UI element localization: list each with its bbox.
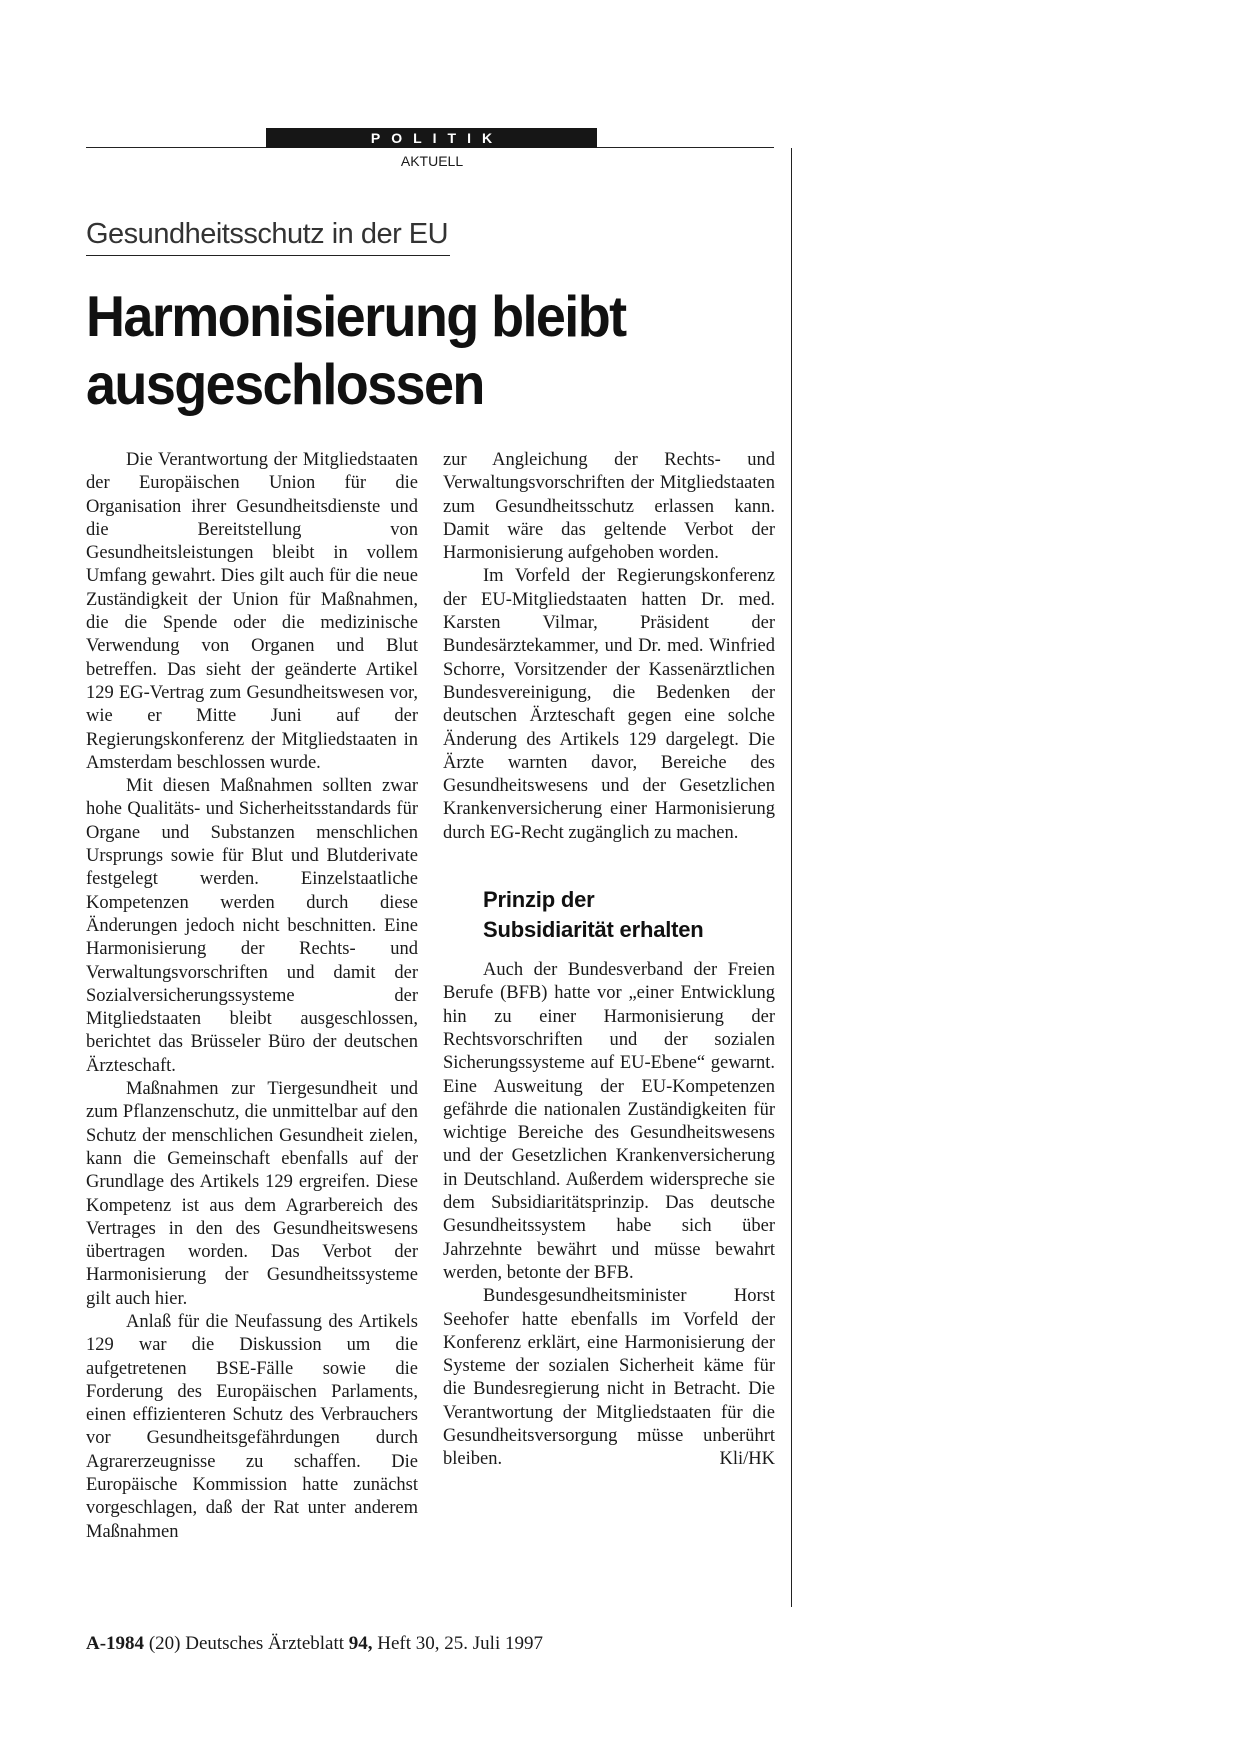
right-column bbox=[443, 449, 775, 1472]
page-footer bbox=[86, 1632, 543, 1656]
column-divider bbox=[791, 148, 792, 1607]
headline-line-2: ausgeschlossen bbox=[86, 352, 484, 417]
paragraph: Mit diesen Maßnahmen sollten zwar hohe Qualitäts- und Sicherheitsstandards für Organe und Substanzen menschlichen Ursprungs sowie für Blut und Blutderivate festgelegt werden. Einzelstaatliche Kompetenzen werden durch diese Änderungen jedoch nicht beschnitten. Eine Harmonisierung der Rechts- und Verwaltungsvorschriften und damit der Sozialversicherungssysteme der Mitgliedstaaten bleibt ausgeschlossen, berichtet das Brüsseler Büro der deutschen Ärzteschaft. bbox=[86, 776, 418, 1076]
journal-name: Deutsches Ärzteblatt bbox=[185, 1633, 345, 1654]
subheading-line-2: Subsidiarität erhalten bbox=[483, 917, 704, 943]
paragraph: Die Verantwortung der Mitgliedstaaten der Europäischen Union für die Organisation ihrer Gesundheitsdienste und die Bereitstellung von Gesundheitsleistungen bleibt in vollem Umfang gewahrt. Dies gilt auch für die neue Zuständigkeit der Union für Maßnahmen, die die Spende oder die medizinische Verwendung von Organen und Blut betreffen. Das sieht der geänderte Artikel 129 EG-Vertrag zum Gesundheitswesen vor, wie er Mitte Juni auf der Regierungskonferenz der Mitgliedstaaten in Amsterdam beschlossen wurde. bbox=[86, 450, 418, 773]
paragraph: zur Angleichung der Rechts- und Verwaltungsvorschriften der Mitgliedstaaten zum Gesundheitsschutz erlassen kann. Damit wäre das geltende Verbot der Harmonisierung aufgehoben worden. bbox=[443, 450, 775, 564]
section-label: POLITIK bbox=[266, 128, 597, 148]
subsection-label: AKTUELL bbox=[400, 153, 464, 169]
paragraph: Im Vorfeld der Regierungskonferenz der EU-Mitgliedstaaten hatten Dr. med. Karsten Vilmar, Präsident der Bundesärztekammer, und Dr. med. Winfried Schorre, Vorsitzender der Kassenärztlichen Bundesvereinigung, die Bedenken der deutschen Ärzteschaft gegen eine solche Änderung des Artikels 129 dargelegt. Die Ärzte warnten davor, Bereiche des Gesundheitswesens und der Gesetzlichen Krankenversicherung einer Harmonisierung durch EG-Recht zugänglich zu machen. bbox=[443, 566, 775, 843]
author-signoff: Kli/HK bbox=[719, 1449, 775, 1470]
page-local: (20) bbox=[148, 1633, 181, 1654]
headline-line-1: Harmonisierung bleibt bbox=[86, 285, 626, 349]
paragraph: Anlaß für die Neufassung des Artikels 129 war die Diskussion um die aufgetretenen BSE-Fälle sowie die Forderung des Europäischen Parlaments, einen effizienteren Schutz des Verbrauchers vor Gesundheitsgefährdungen durch Agrarerzeugnisse zu schaffen. Die Europäische Kommission hatte zunächst vorgeschlagen, daß der Rat unter anderem Maßnahmen bbox=[86, 1311, 418, 1542]
page-code: A-1984 bbox=[86, 1633, 145, 1654]
subheading-line-1: Prinzip der bbox=[483, 887, 595, 913]
article-headline bbox=[86, 283, 786, 419]
final-paragraph-text: Bundesgesundheitsminister Horst Seehofer hatte ebenfalls im Vorfeld der Konferenz erklärt, eine Harmonisierung der Systeme der sozialen Sicherheit käme für die Bundesregierung nicht in Betracht. Die Verantwortung der Mitgliedstaaten für die Gesundheitsversorgung müsse unberührt bleiben. bbox=[443, 1286, 775, 1470]
subheading bbox=[483, 885, 775, 945]
article-kicker: Gesundheitsschutz in der EU bbox=[86, 214, 450, 256]
issue-date: Heft 30, 25. Juli 1997 bbox=[377, 1633, 543, 1654]
journal-volume: 94, bbox=[348, 1633, 373, 1654]
left-column bbox=[86, 449, 418, 1544]
paragraph: Auch der Bundesverband der Freien Berufe (BFB) hatte vor „einer Entwicklung hin zu einer Harmonisierung der Rechtsvorschriften und der sozialen Sicherungssysteme auf EU-Ebene“ gewarnt. Eine Ausweitung der EU-Kompetenzen gefährde die nationalen Zuständigkeiten für wichtige Bereiche des Gesundheitswesens und der Gesetzlichen Krankenversicherung in Deutschland. Außerdem widerspreche sie dem Subsidiaritätsprinzip. Das deutsche Gesundheitssystem habe sich über Jahrzehnte bewährt und müsse bewahrt werden, betonte der BFB. bbox=[443, 960, 775, 1283]
paragraph bbox=[443, 1285, 775, 1471]
paragraph: Maßnahmen zur Tiergesundheit und zum Pflanzenschutz, die unmittelbar auf den Schutz der menschlichen Gesundheit zielen, kann die Gemeinschaft ebenfalls auf der Grundlage des Artikels 129 ergreifen. Diese Kompetenz ist aus dem Agrarbereich des Vertrages in den des Gesundheitswesens übertragen worden. Das Verbot der Harmonisierung der Gesundheitssysteme gilt auch hier. bbox=[86, 1079, 418, 1309]
